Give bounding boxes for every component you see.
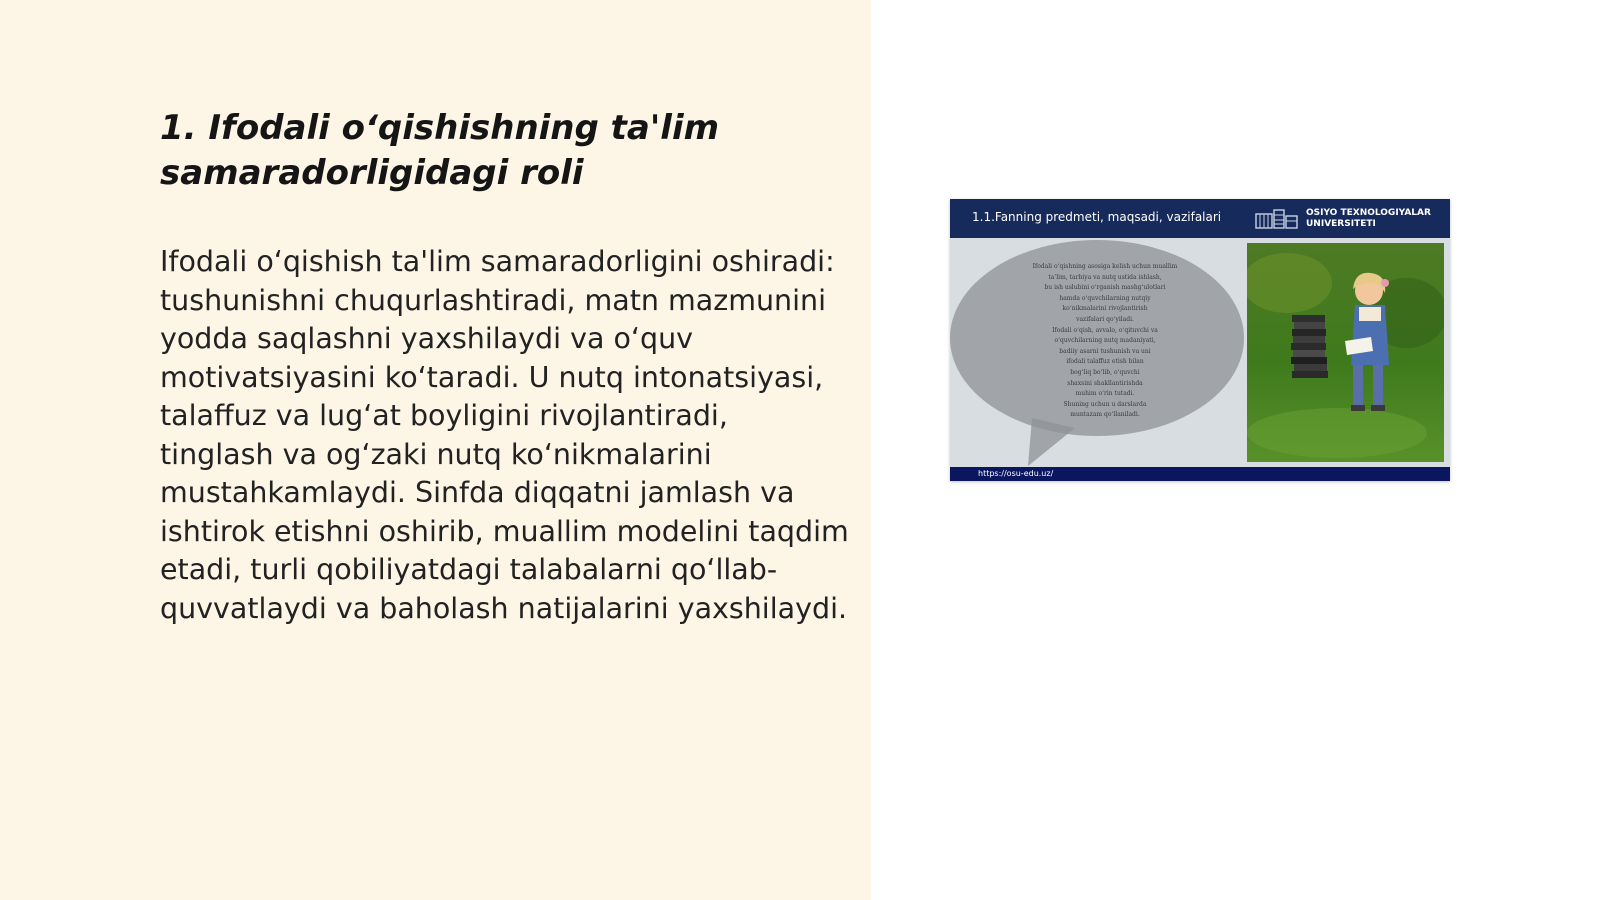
bubble-text-line: badiiy asarni tushunish va uni — [1059, 347, 1151, 355]
bubble-text-line: shaxsini shakllantirishda — [1067, 379, 1143, 387]
embedded-slide-image — [950, 199, 1450, 481]
bubble-text-line: Shuning uchun u darslarda — [1063, 400, 1147, 408]
bubble-text-line: ifodali talaffuz etish bilan — [1066, 358, 1144, 366]
embedded-slide-footer — [950, 467, 1450, 481]
university-building-icon — [1255, 209, 1299, 229]
embedded-slide-body — [950, 238, 1450, 467]
bubble-text-line: muhim o‘rin tutadi. — [1075, 390, 1135, 398]
footer-url: https://osu-edu.uz/ — [978, 469, 1054, 478]
bubble-text-line: hamda o‘quvchilarning nutqiy — [1059, 294, 1151, 302]
bubble-text-line: vazifalari qo‘yiladi. — [1076, 315, 1134, 323]
bubble-text-line: muntazam qo‘llaniladi. — [1070, 411, 1140, 419]
bubble-text-line: Ifodali o‘qishning asosiga kelish uchun muallim — [1032, 263, 1178, 270]
university-name: OSIYO TEXNOLOGIYALAR UNIVERSITETI — [1306, 208, 1431, 229]
bubble-text-line: ko‘nikmalarini rivojlantirish — [1062, 305, 1148, 313]
embedded-slide-header — [950, 199, 1450, 238]
embedded-slide-title: 1.1.Fanning predmeti, maqsadi, vazifalari — [972, 210, 1222, 224]
bubble-text-line: ta’lim, tarbiya va nutq ustida ishlash, — [1048, 273, 1162, 281]
child-reading-photo — [1247, 243, 1444, 462]
bubble-text-line: bu ish uslubini o‘rganish mashg‘ulotlari — [1044, 284, 1166, 292]
bubble-text-line: bog‘liq bo‘lib, o‘quvchi — [1070, 368, 1140, 376]
bubble-text-line: o‘quvchilarning nutq madaniyati, — [1054, 337, 1156, 345]
slide-title: 1. Ifodali o‘qishishning ta'lim samaradorligidagi roli — [160, 108, 720, 193]
bubble-text — [1005, 262, 1205, 421]
slide-body-text: Ifodali o‘qishish ta'lim samaradorligini oshiradi: tushunishni chuqurlashtiradi, matn mazmunini yodda saqlashni yaxshilaydi va o‘quv motivatsiyasini ko‘taradi. U nutq intonatsiyasi, talaffuz va lug‘at boyligini rivojlantiradi, tinglash va og‘zaki nutq ko‘nikmalarini mustahkamlaydi. Sinfda diqqatni jamlash va ishtirok etishni oshirib, muallim modelini taqdim etadi, turli qobiliyatdagi talabalarni qo‘llab-quvvatlaydi va baholash natijalarini yaxshilaydi. — [160, 245, 849, 625]
bubble-text-line: Ifodali o‘qish, avvalo, o‘qituvchi va — [1052, 326, 1158, 334]
